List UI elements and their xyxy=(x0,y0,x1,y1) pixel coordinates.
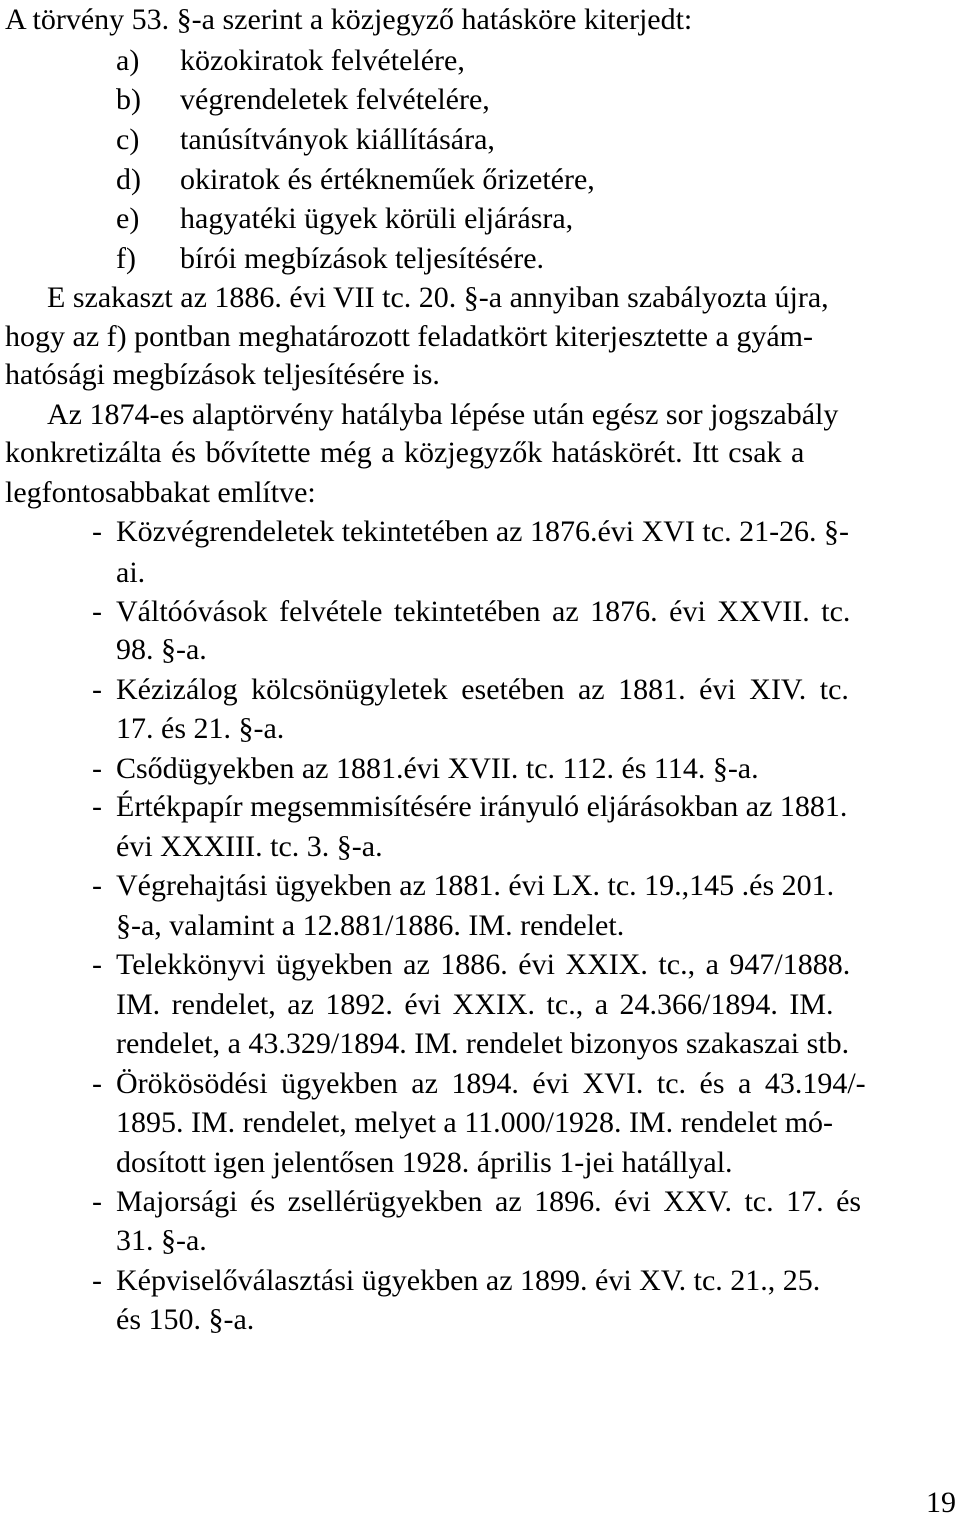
scope-marker: a) xyxy=(116,44,140,77)
scope-marker: e) xyxy=(116,202,140,235)
scope-text: okiratok és értékneműek őrizetére, xyxy=(180,163,595,196)
law-item-line: Képviselőválasztási ügyekben az 1899. évi XV. tc. 21., 25. xyxy=(116,1264,821,1297)
scope-marker: d) xyxy=(116,163,141,196)
law-item-line: rendelet, a 43.329/1894. IM. rendelet bizonyos szakaszai stb. xyxy=(116,1027,850,1060)
scope-item-d xyxy=(116,160,595,200)
law-item-line: 98. §-a. xyxy=(116,633,207,666)
law-item-dash: - xyxy=(92,1264,102,1297)
intro-line: A törvény 53. §-a szerint a közjegyző hatásköre kiterjedt: xyxy=(5,3,693,36)
law-item-line: Csődügyekben az 1881.évi XVII. tc. 112. és 114. §-a. xyxy=(116,752,759,785)
paragraph-line xyxy=(5,317,956,357)
paragraph-line: konkretizálta és bővítette még a közjegyzők hatáskörét. Itt csak a xyxy=(5,436,805,469)
paragraph-line: legfontosabbakat említve: xyxy=(5,476,316,509)
law-item-dash: - xyxy=(92,595,102,628)
law-item-line: Értékpapír megsemmisítésére irányuló eljárásokban az 1881. xyxy=(116,790,848,823)
scope-marker: b) xyxy=(116,83,141,116)
law-item-line: Telekkönyvi ügyekben az 1886. évi XXIX. tc., a 947/1888. xyxy=(116,948,851,981)
law-item-line: Közvégrendeletek tekintetében az 1876.évi XVI tc. 21-26. §- xyxy=(116,515,850,548)
law-item-dash: - xyxy=(92,869,102,902)
paragraph-line: hatósági megbízások teljesítésére is. xyxy=(5,358,440,391)
law-item-line: §-a, valamint a 12.881/1886. IM. rendelet. xyxy=(116,909,625,942)
law-item-line: ai. xyxy=(116,556,146,589)
paragraph-line: Az 1874-es alaptörvény hatályba lépése után egész sor jogszabály xyxy=(47,398,839,431)
scope-text: tanúsítványok kiállítására, xyxy=(180,123,495,156)
law-item-line: 17. és 21. §-a. xyxy=(116,712,285,745)
scope-text: közokiratok felvételére, xyxy=(180,44,465,77)
law-item-line: Végrehajtási ügyekben az 1881. évi LX. tc. 19.,145 .és 201. xyxy=(116,869,835,902)
scope-text: végrendeletek felvételére, xyxy=(180,83,490,116)
law-item-dash: - xyxy=(92,1185,102,1218)
law-item-line: dosított igen jelentősen 1928. április 1-jei hatállyal. xyxy=(116,1146,733,1179)
law-item-dash: - xyxy=(92,752,102,785)
scope-text: hagyatéki ügyek körüli eljárásra, xyxy=(180,202,574,235)
paragraph-line: E szakaszt az 1886. évi VII tc. 20. §-a annyiban szabályozta újra, xyxy=(47,281,829,314)
scope-marker: f) xyxy=(116,242,136,275)
scope-item-e xyxy=(116,199,573,239)
paragraph-text: hogy az f) pontban meghatározott feladatkört kiterjesztette a gyám- xyxy=(5,320,813,353)
law-item-line: évi XXXIII. tc. 3. §-a. xyxy=(116,830,383,863)
law-item-dash: - xyxy=(92,515,102,548)
scope-item-f xyxy=(116,239,544,279)
law-item-line: Örökösödési ügyekben az 1894. évi XVI. tc. és a 43.194/- xyxy=(116,1067,866,1100)
law-item-line: 1895. IM. rendelet, melyet a 11.000/1928. IM. rendelet mó- xyxy=(116,1106,834,1139)
law-item-line: IM. rendelet, az 1892. évi XXIX. tc., a 24.366/1894. IM. xyxy=(116,988,834,1021)
law-item-line: és 150. §-a. xyxy=(116,1303,255,1336)
scope-item-a xyxy=(116,41,465,81)
law-item-dash: - xyxy=(92,790,102,823)
scope-marker: c) xyxy=(116,123,140,156)
scope-item-c xyxy=(116,120,495,160)
law-item-dash: - xyxy=(92,948,102,981)
law-item-line: 31. §-a. xyxy=(116,1224,207,1257)
scope-text: bírói megbízások teljesítésére. xyxy=(180,242,545,275)
law-item-dash: - xyxy=(92,1067,102,1100)
law-item-dash: - xyxy=(92,673,102,706)
law-item-line: Váltóóvások felvétele tekintetében az 1876. évi XXVII. tc. xyxy=(116,595,851,628)
law-item-line: Majorsági és zsellérügyekben az 1896. évi XXV. tc. 17. és xyxy=(116,1185,862,1218)
scope-item-b xyxy=(116,80,490,120)
law-item-line: Kézizálog kölcsönügyletek esetében az 1881. évi XIV. tc. xyxy=(116,673,849,706)
page-number: 19 xyxy=(926,1486,956,1519)
